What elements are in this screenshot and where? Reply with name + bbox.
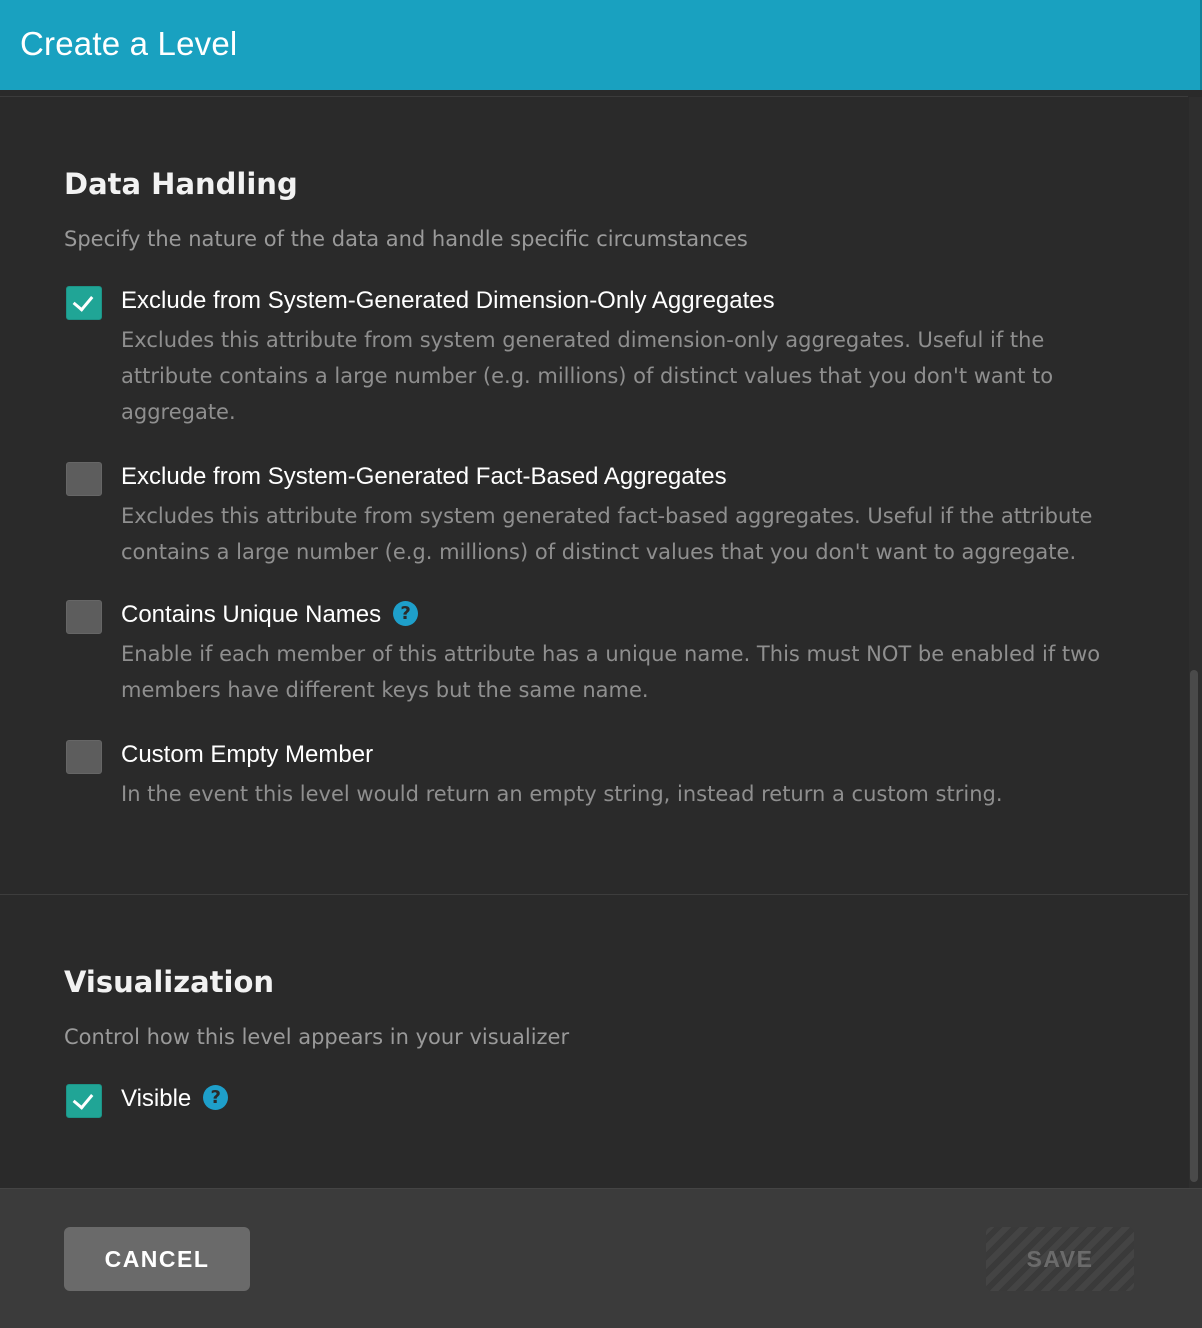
exclude-fact-based-description: Excludes this attribute from system generated fact-based aggregates. Useful if the attribute contains a large number (e.g. millions) of distinct values that you don't want to aggregate.	[121, 504, 1093, 564]
data-handling-title: Data Handling	[64, 167, 298, 201]
contains-unique-names-label-row	[121, 600, 418, 630]
exclude-dimension-only-checkbox[interactable]	[66, 286, 102, 320]
contains-unique-names-description: Enable if each member of this attribute has a unique name. This must NOT be enabled if two members have different keys but the same name.	[121, 642, 1101, 702]
custom-empty-member-description: In the event this level would return an empty string, instead return a custom string.	[121, 782, 1003, 806]
data-handling-description: Specify the nature of the data and handle specific circumstances	[64, 227, 748, 251]
visible-label[interactable]: Visible	[121, 1085, 192, 1112]
option-exclude-fact-based	[66, 462, 1136, 572]
option-custom-empty-member	[66, 740, 1136, 815]
visible-label-row	[121, 1084, 228, 1114]
visualization-description: Control how this level appears in your visualizer	[64, 1025, 570, 1049]
exclude-fact-based-label[interactable]: Exclude from System-Generated Fact-Based Aggregates	[121, 463, 727, 490]
exclude-fact-based-checkbox[interactable]	[66, 462, 102, 496]
option-contains-unique-names	[66, 600, 1136, 710]
contains-unique-names-label[interactable]: Contains Unique Names	[121, 601, 382, 628]
dialog-content	[0, 97, 1188, 1188]
option-visible	[66, 1084, 1136, 1120]
dialog-footer	[0, 1188, 1202, 1328]
visible-checkbox[interactable]	[66, 1084, 102, 1118]
checkmark-icon	[73, 1088, 94, 1110]
exclude-dimension-only-label[interactable]: Exclude from System-Generated Dimension-Only Aggregates	[121, 287, 775, 314]
exclude-dimension-only-description: Excludes this attribute from system generated dimension-only aggregates. Useful if the attribute contains a large number (e.g. millions) of distinct values that you don't want to aggregate.	[121, 328, 1054, 424]
contains-unique-names-checkbox[interactable]	[66, 600, 102, 634]
checkmark-icon	[73, 290, 94, 312]
save-button[interactable]: SAVE	[986, 1227, 1134, 1291]
scrollbar-thumb[interactable]	[1190, 670, 1198, 1182]
dialog-header	[0, 0, 1202, 90]
dialog-title: Create a Level	[20, 25, 238, 62]
question-circle-icon[interactable]: ?	[203, 1085, 228, 1110]
visualization-title: Visualization	[64, 965, 275, 999]
cancel-button[interactable]: CANCEL	[64, 1227, 250, 1291]
question-circle-icon[interactable]: ?	[393, 601, 418, 626]
custom-empty-member-checkbox[interactable]	[66, 740, 102, 774]
custom-empty-member-label[interactable]: Custom Empty Member	[121, 741, 374, 768]
section-divider	[0, 894, 1188, 895]
option-exclude-dimension-only	[66, 286, 1136, 426]
